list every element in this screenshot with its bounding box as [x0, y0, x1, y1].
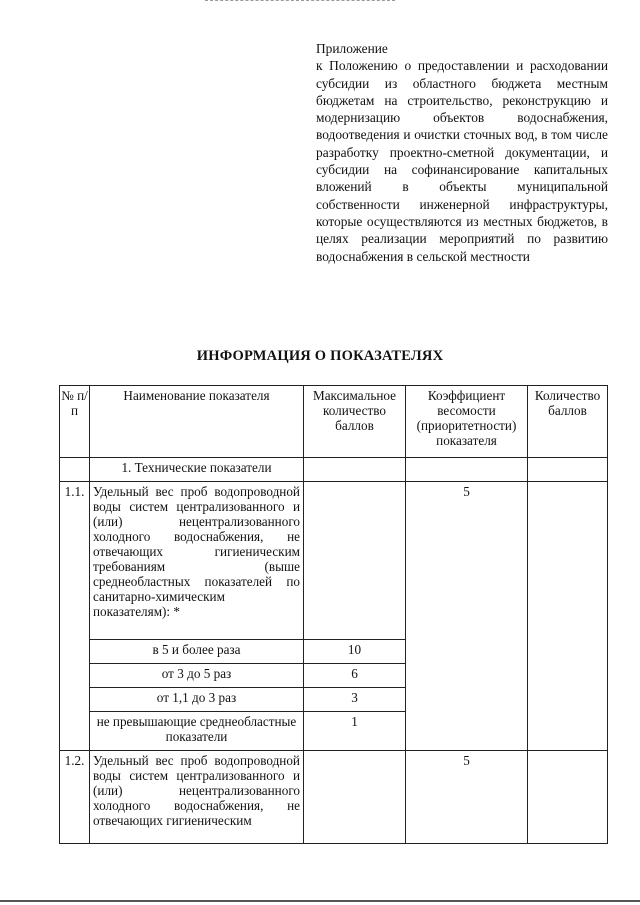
- section-weight-cell: [406, 458, 528, 482]
- bottom-scan-edge: [0, 900, 640, 902]
- option-label: не превышающие среднеобластные показатели: [90, 712, 304, 751]
- row-num: 1.1.: [60, 482, 90, 751]
- header-points: Количество баллов: [528, 386, 608, 458]
- section-title: 1. Технические показатели: [90, 458, 304, 482]
- appendix-block: [316, 40, 608, 265]
- top-scan-edge: [205, 0, 395, 2]
- row-indicator-name: Удельный вес проб водопроводной воды систем централизованного и (или) нецентрализованного холодного водоснабжения, не отвечающих гигиеническим: [90, 751, 304, 844]
- option-points: 1: [304, 712, 406, 751]
- section-points-cell: [528, 458, 608, 482]
- indicators-table: [59, 385, 608, 844]
- row-points-cell: [528, 751, 608, 844]
- option-label: от 1,1 до 3 раз: [90, 688, 304, 712]
- header-num: № п/п: [60, 386, 90, 458]
- header-max-points: Максимальное количество баллов: [304, 386, 406, 458]
- appendix-text: к Положению о предоставлении и расходовании субсидии из областного бюджета местным бюджетам на строительство, реконструкцию и модернизацию объектов водоснабжения, водоотведения и очистки сточных вод, в том числе разработку проектно-сметной документации, и субсидии на софинансирование капитальных вложений в объекты муниципальной собственности инженерной инфраструктуры, которые осуществляются из местных бюджетов, в целях реализации мероприятий по развитию водоснабжения в сельской местности: [316, 58, 608, 264]
- option-label: от 3 до 5 раз: [90, 664, 304, 688]
- row-max-cell: [304, 482, 406, 640]
- section-max-cell: [304, 458, 406, 482]
- document-heading: ИНФОРМАЦИЯ О ПОКАЗАТЕЛЯХ: [196, 348, 444, 364]
- header-weight: Коэффициент весомости (приоритетности) показателя: [406, 386, 528, 458]
- table-header-row: [60, 386, 608, 458]
- section-row: [60, 458, 608, 482]
- appendix-title: Приложение: [316, 41, 388, 56]
- option-points: 3: [304, 688, 406, 712]
- section-num-cell: [60, 458, 90, 482]
- table-row: [60, 751, 608, 844]
- row-weight: 5: [406, 751, 528, 844]
- row-num: 1.2.: [60, 751, 90, 844]
- table-row: [60, 482, 608, 640]
- option-label: в 5 и более раза: [90, 640, 304, 664]
- row-weight: 5: [406, 482, 528, 751]
- row-points-cell: [528, 482, 608, 751]
- row-max-cell: [304, 751, 406, 844]
- row-indicator-name: Удельный вес проб водопроводной воды систем централизованного и (или) нецентрализованного холодного водоснабжения, не отвечающих гигиеническим требованиям (выше среднеобластных показателей по санитарно-химическим показателям): *: [90, 482, 304, 640]
- header-name: Наименование показателя: [90, 386, 304, 458]
- option-points: 10: [304, 640, 406, 664]
- option-points: 6: [304, 664, 406, 688]
